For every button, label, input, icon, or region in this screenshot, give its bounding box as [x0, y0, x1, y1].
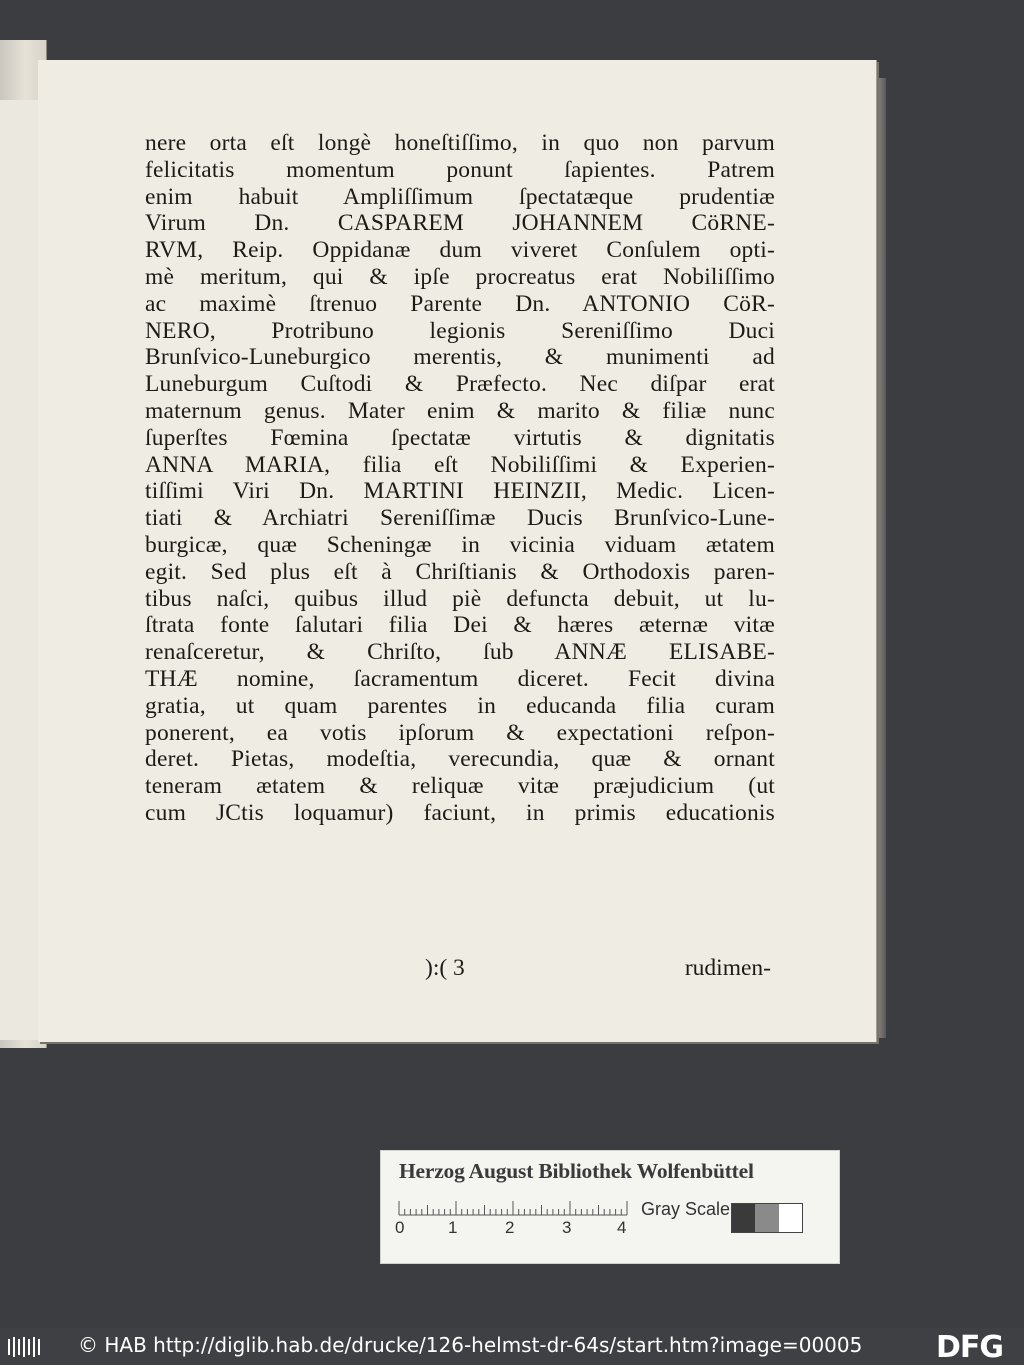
permalink-text[interactable]: © HAB http://diglib.hab.de/drucke/126-helmst-dr-64s/start.htm?image=00005 [78, 1333, 863, 1357]
text-line: ſtrata fonte ſalutari filia Dei & hæres æternæ vitæ [145, 612, 775, 639]
text-line: RVM, Reip. Oppidanæ dum viveret Conſulem opti- [145, 237, 775, 264]
page-footer-line [145, 955, 775, 985]
text-line: burgicæ, quæ Scheningæ in vicinia viduam ætatem [145, 531, 775, 558]
text-line: Brunſvico-Luneburgico merentis, & munimenti ad [145, 344, 775, 371]
gray-patch-dark [732, 1204, 755, 1232]
text-line: deret. Pietas, modeſtia, verecundia, quæ & ornant [145, 746, 775, 773]
text-line: enim habuit Ampliſſimum ſpectatæque prudentiæ [145, 183, 775, 210]
library-name: Herzog August Bibliothek Wolfenbüttel [399, 1159, 754, 1183]
text-line: felicitatis momentum ponunt ſapientes. Patrem [145, 156, 775, 183]
text-line: teneram ætatem & reliquæ vitæ præjudicium (ut [145, 773, 775, 800]
text-line: nere orta eſt longè honeſtiſſimo, in quo non parvum [145, 130, 775, 156]
text-line: cum JCtis loquamur) faciunt, in primis educationis [145, 799, 775, 826]
text-line: ac maximè ſtrenuo Parente Dn. ANTONIO CöR- [145, 290, 775, 317]
scale-ruler [395, 1197, 640, 1237]
text-line: Luneburgum Cuſtodi & Præfecto. Nec diſpar erat [145, 371, 775, 398]
text-line: ponerent, ea votis ipſorum & expectationi reſpon- [145, 719, 775, 746]
text-line: THÆ nomine, ſacramentum diceret. Fecit divina [145, 665, 775, 692]
dfg-logo: DFG [936, 1330, 1004, 1365]
ruler-number: 3 [562, 1218, 572, 1237]
gray-scale-strip [731, 1203, 803, 1233]
text-line: tiſſimi Viri Dn. MARTINI HEINZII, Medic. Licen- [145, 478, 775, 505]
page-text [145, 130, 775, 827]
hab-logo-icon [6, 1335, 42, 1359]
ruler-number: 0 [395, 1218, 405, 1237]
text-line: gratia, ut quam parentes in educanda filia curam [145, 692, 775, 719]
text-line: ANNA MARIA, filia eſt Nobiliſſimi & Experien- [145, 451, 775, 478]
text-line: mè meritum, qui & ipſe procreatus erat Nobiliſſimo [145, 263, 775, 290]
text-line: maternum genus. Mater enim & marito & filiæ nunc [145, 397, 775, 424]
gray-patch-light [779, 1204, 802, 1232]
text-line: NERO, Protribuno legionis Sereniſſimo Duci [145, 317, 775, 344]
ruler-number: 1 [448, 1218, 458, 1237]
signature-mark: ):( 3 [425, 955, 465, 981]
text-line: egit. Sed plus eſt à Chriſtianis & Orthodoxis paren- [145, 558, 775, 585]
text-line: Virum Dn. CASPAREM JOHANNEM CöRNE- [145, 210, 775, 237]
gray-scale-label: Gray Scale [641, 1199, 731, 1219]
ruler-ticks [399, 1201, 627, 1215]
ruler-number: 4 [617, 1218, 627, 1237]
ruler-number: 2 [505, 1218, 515, 1237]
catchword: rudimen- [684, 955, 771, 981]
gray-patch-mid [755, 1204, 778, 1232]
viewer-footer [0, 1328, 1024, 1365]
color-calibration-card [380, 1150, 840, 1264]
text-line: ſuperſtes Fœmina ſpectatæ virtutis & dignitatis [145, 424, 775, 451]
text-line: tiati & Archiatri Sereniſſimæ Ducis Brunſvico-Lune- [145, 505, 775, 532]
text-line: renaſceretur, & Chriſto, ſub ANNÆ ELISABE- [145, 639, 775, 666]
text-line: tibus naſci, quibus illud piè defuncta debuit, ut lu- [145, 585, 775, 612]
